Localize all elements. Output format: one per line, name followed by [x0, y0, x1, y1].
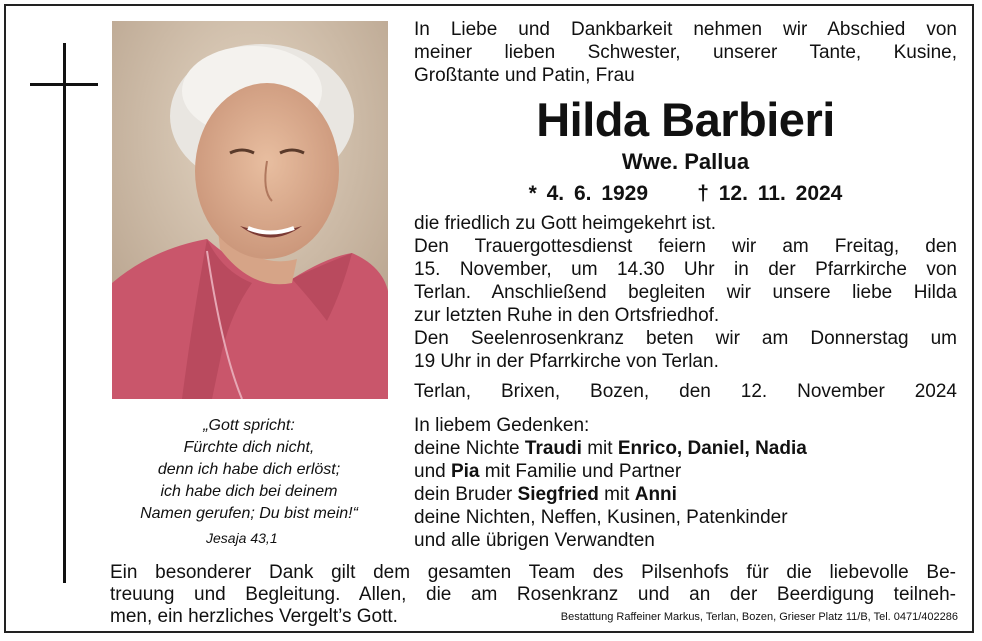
funeral-details	[414, 212, 957, 373]
thanks-line: men, ein herzliches Vergelt’s Gott.	[110, 606, 398, 627]
death-date: † 12. 11. 2024	[697, 182, 843, 205]
thanks-line: treuung und Begleitung. Allen, die am Rosenkranz und an der Beerdigung teilneh-	[110, 584, 956, 605]
mourner-line: dein Bruder Siegfried mit Anni	[414, 484, 677, 505]
mourner-line: und alle übrigen Verwandten	[414, 530, 655, 551]
deceased-name: Hilda Barbieri	[536, 93, 835, 146]
quote-line: „Gott spricht:	[203, 417, 295, 434]
body-line: Terlan. Anschließend begleiten wir unsere liebe Hilda	[414, 282, 957, 303]
mourner-line: deine Nichte Traudi mit Enrico, Daniel, Nadia	[414, 438, 807, 459]
intro-text	[414, 18, 957, 87]
thanks-line: Ein besonderer Dank gilt dem gesamten Team des Pilsenhofs für die liebevolle Be-	[110, 562, 956, 583]
quote-line: ich habe dich bei deinem	[160, 483, 338, 500]
mourners-list	[414, 414, 957, 552]
mourner-line: deine Nichten, Neffen, Kusinen, Patenkinder	[414, 507, 788, 528]
body-line: 19 Uhr in der Pfarrkirche von Terlan.	[414, 351, 719, 372]
widow-name: Wwe. Pallua	[621, 149, 750, 174]
intro-line: Großtante und Patin, Frau	[414, 65, 635, 86]
body-line: 15. November, um 14.30 Uhr in der Pfarrkirche von	[414, 259, 957, 280]
quote-reference: Jesaja 43,1	[206, 530, 278, 546]
quote-line: Namen gerufen; Du bist mein!“	[140, 505, 358, 522]
body-line: Den Trauergottesdienst feiern wir am Freitag, den	[414, 236, 957, 257]
life-dates	[414, 182, 957, 206]
intro-line: In Liebe und Dankbarkeit nehmen wir Abschied von	[414, 19, 957, 40]
body-line: zur letzten Ruhe in den Ortsfriedhof.	[414, 305, 720, 326]
intro-line: meiner lieben Schwester, unserer Tante, Kusine,	[414, 42, 957, 63]
body-line: die friedlich zu Gott heimgekehrt ist.	[414, 213, 717, 234]
mourner-line: und Pia mit Familie und Partner	[414, 461, 682, 482]
quote-line: Fürchte dich nicht,	[183, 439, 315, 456]
quote-line: denn ich habe dich erlöst;	[157, 461, 341, 478]
place-and-date: Terlan, Brixen, Bozen, den 12. November 2024	[414, 381, 957, 402]
birth-date: * 4. 6. 1929	[528, 182, 649, 205]
undertaker-info: Bestattung Raffeiner Markus, Terlan, Bozen, Grieser Platz 11/B, Tel. 0471/402286	[560, 611, 958, 623]
memory-heading: In liebem Gedenken:	[414, 415, 590, 436]
obituary-frame	[4, 4, 974, 633]
bible-quote	[110, 415, 388, 525]
body-line: Den Seelenrosenkranz beten wir am Donnerstag um	[414, 328, 957, 349]
portrait-photo	[112, 21, 388, 399]
